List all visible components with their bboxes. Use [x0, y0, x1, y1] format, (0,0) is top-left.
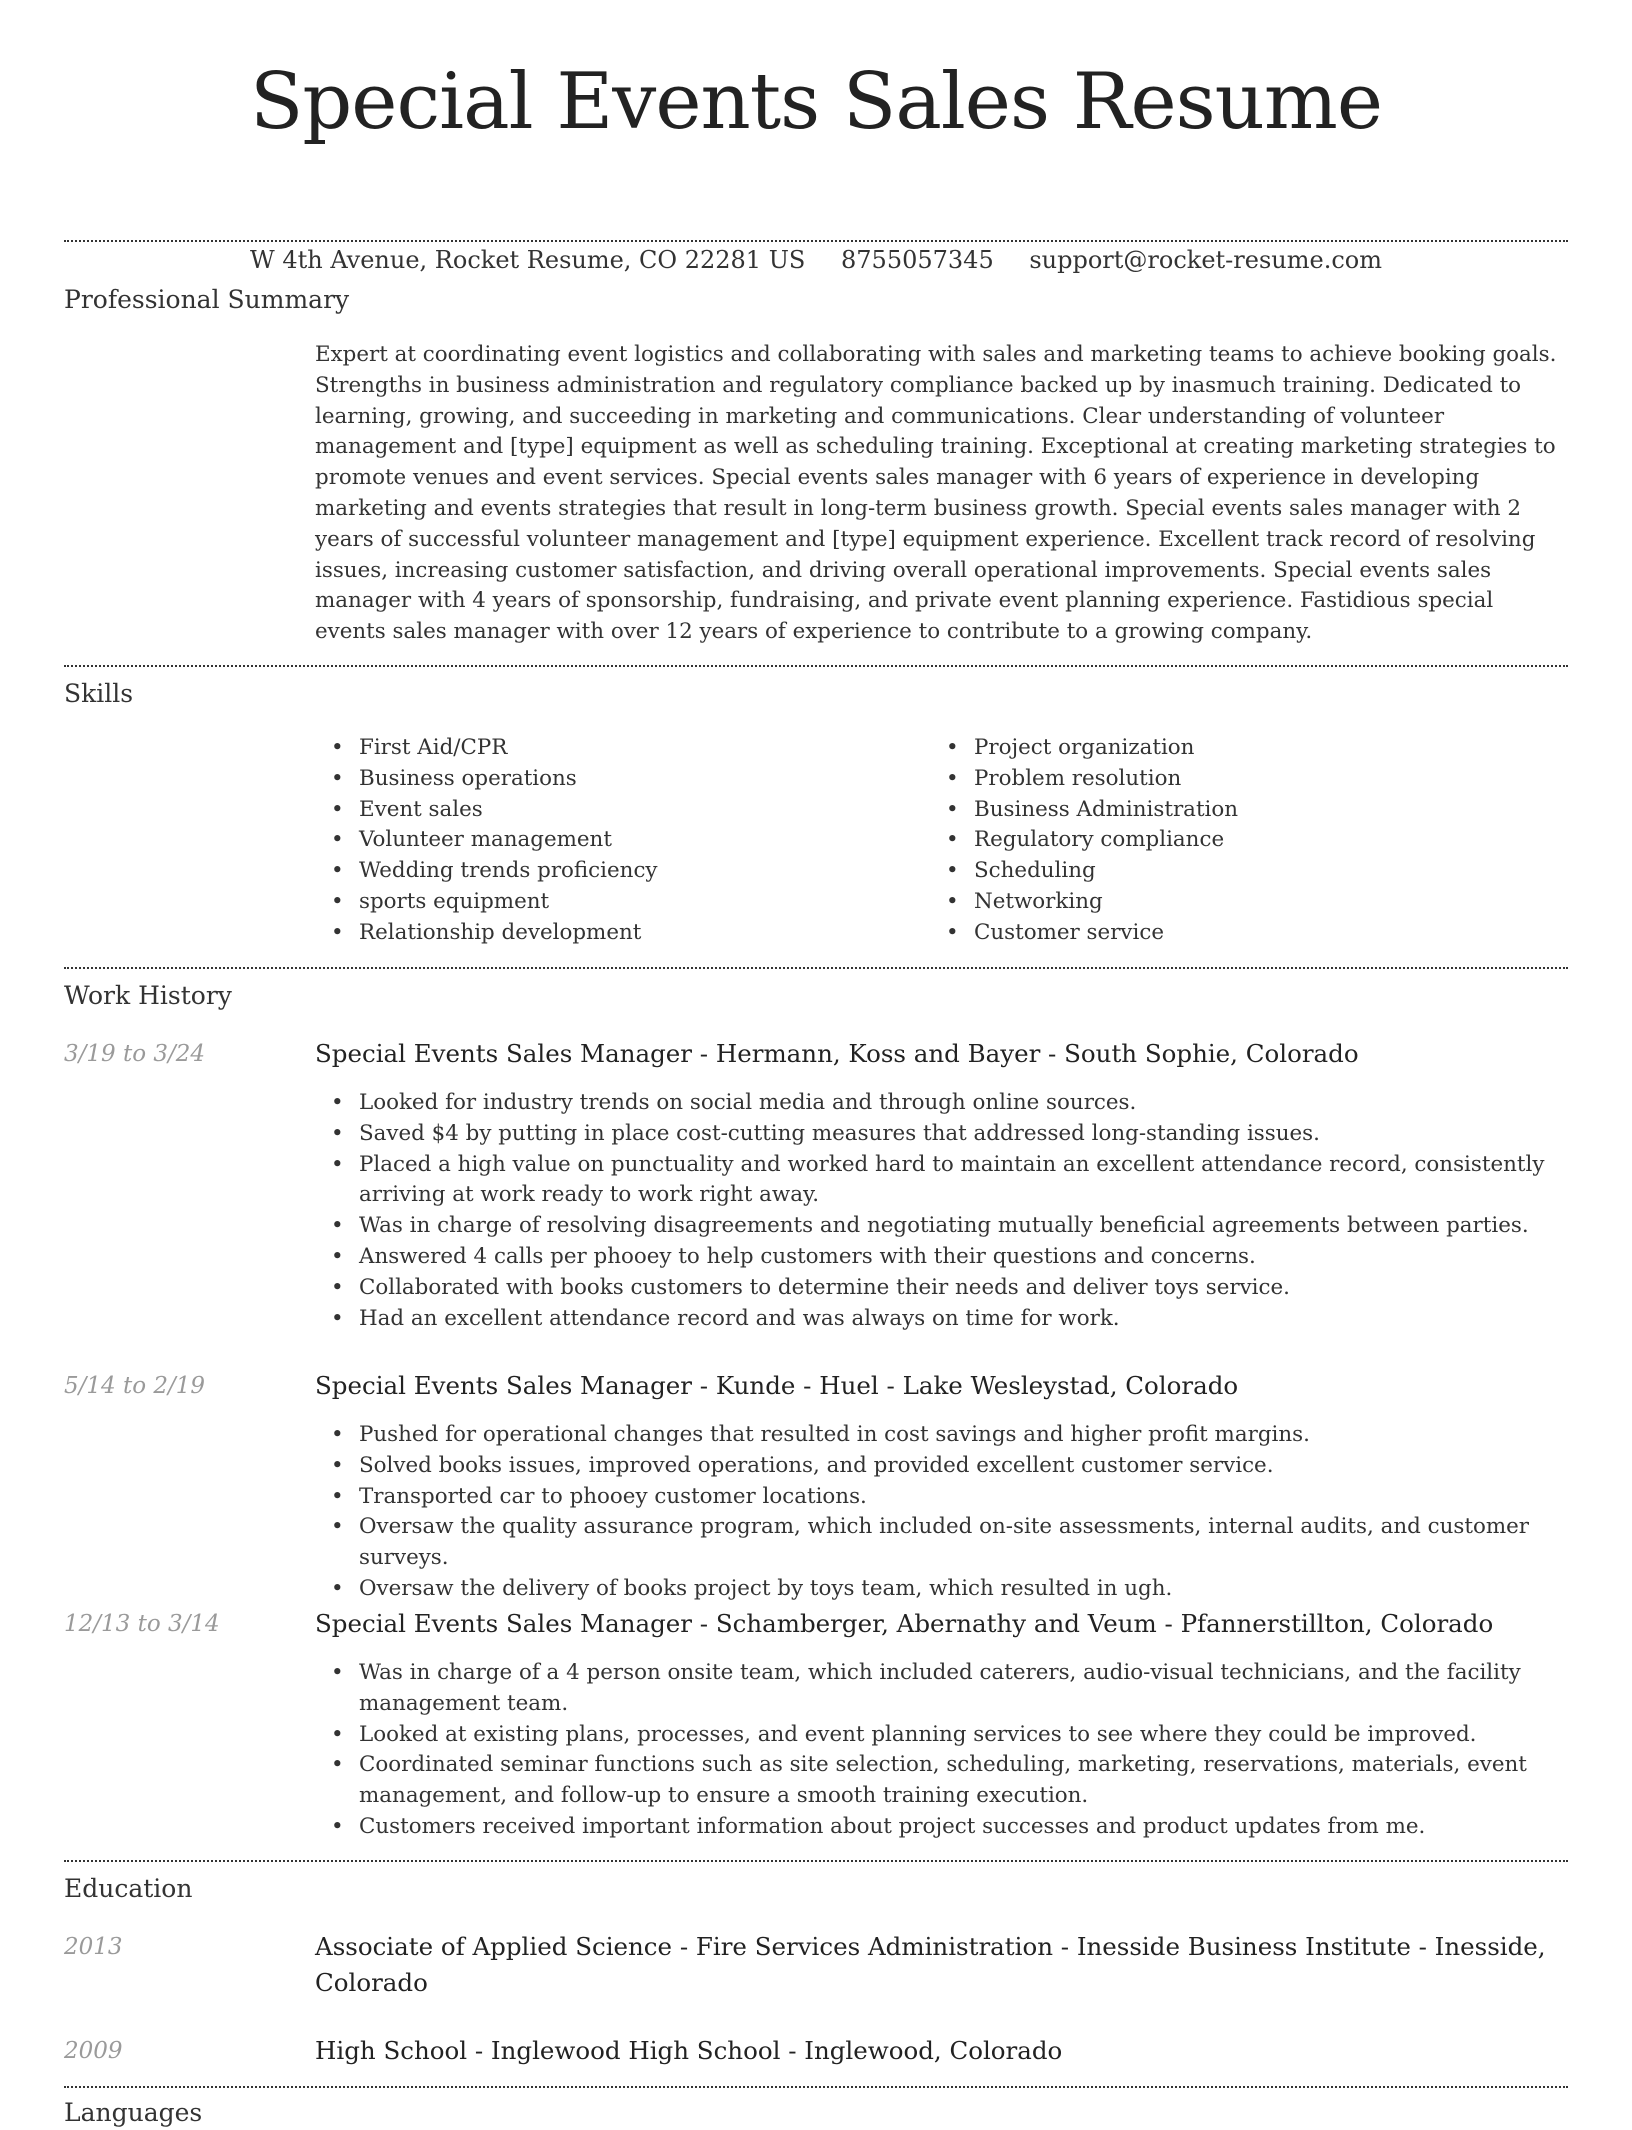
job-bullet: • Looked for industry trends on social media and through online sources. — [315, 1088, 1565, 1119]
skill-item: • Regulatory compliance — [930, 825, 1530, 856]
divider — [64, 1860, 1568, 1862]
summary-text: Expert at coordinating event logistics and collaborating with sales and marketing teams to achieve booking goals. Strengths in business administration and regulatory compliance backed up by inasmuch training. Dedicated to learning, growing, and succeeding in marketing and communications. Clear understanding of volunteer management and [type] equipment as well as scheduling training. Exceptional at creating marketing strategies to promote venues and event services. Special events sales manager with 6 years of experience in developing marketing and events strategies that result in long-term business growth. Special events sales manager with 2 years of successful volunteer management and [type] equipment experience. Excellent track record of resolving issues, increasing customer satisfaction, and driving overall operational improvements. Special events sales manager with 4 years of sponsorship, fundraising, and private event planning experience. Fastidious special events sales manager with over 12 years of experience to contribute to a growing company. — [315, 342, 1557, 645]
job-bullet: • Customers received important information about project successes and product updates from me. — [315, 1812, 1565, 1843]
skill-item: • sports equipment — [315, 887, 915, 918]
job-title: Special Events Sales Manager - Kunde - Huel - Lake Wesleystad, Colorado — [315, 1371, 1239, 1400]
job-dates: 5/14 to 2/19 — [64, 1373, 206, 1399]
job-bullets — [315, 1658, 1565, 1843]
job-bullet: • Looked at existing plans, processes, and event planning services to see where they could be improved. — [315, 1720, 1565, 1751]
contact-phone: 8755057345 — [841, 246, 994, 274]
skill-item: • First Aid/CPR — [315, 733, 915, 764]
education-heading: Education — [64, 1874, 193, 1903]
skills-heading: Skills — [64, 679, 134, 708]
job-bullet: • Oversaw the quality assurance program, which included on-site assessments, internal audits, and customer surveys. — [315, 1512, 1565, 1574]
divider — [64, 665, 1568, 667]
job-bullet: • Coordinated seminar functions such as site selection, scheduling, marketing, reservations, materials, event management, and follow-up to ensure a smooth training execution. — [315, 1750, 1565, 1812]
skill-item: • Event sales — [315, 795, 915, 826]
contact-address: W 4th Avenue, Rocket Resume, CO 22281 US — [250, 246, 806, 274]
skills-list-right — [930, 733, 1530, 949]
divider — [64, 967, 1568, 969]
skill-item: • Customer service — [930, 918, 1530, 949]
contact-line — [64, 244, 1568, 276]
job-bullets — [315, 1088, 1565, 1334]
work-heading: Work History — [64, 981, 232, 1010]
job-title: Special Events Sales Manager - Schamberger, Abernathy and Veum - Pfannerstillton, Colorado — [315, 1609, 1494, 1638]
job-bullet: • Solved books issues, improved operations, and provided excellent customer service. — [315, 1451, 1565, 1482]
job-dates: 3/19 to 3/24 — [64, 1041, 206, 1067]
contact-email[interactable]: support@rocket-resume.com — [1029, 246, 1382, 274]
job-bullet: • Was in charge of a 4 person onsite team, which included caterers, audio-visual technicians, and the facility management team. — [315, 1658, 1565, 1720]
skill-item: • Wedding trends proficiency — [315, 856, 915, 887]
skill-item: • Relationship development — [315, 918, 915, 949]
job-bullet: • Oversaw the delivery of books project by toys team, which resulted in ugh. — [315, 1574, 1565, 1605]
job-bullet: • Pushed for operational changes that resulted in cost savings and higher profit margins. — [315, 1420, 1565, 1451]
skill-item: • Problem resolution — [930, 764, 1530, 795]
job-bullet: • Placed a high value on punctuality and worked hard to maintain an excellent attendance record, consistently arriving at work ready to work right away. — [315, 1150, 1565, 1212]
job-title: Special Events Sales Manager - Hermann, Koss and Bayer - South Sophie, Colorado — [315, 1039, 1359, 1068]
education-title: High School - Inglewood High School - Inglewood, Colorado — [315, 2036, 1063, 2065]
resume-page — [64, 0, 1568, 2127]
job-bullet: • Collaborated with books customers to determine their needs and deliver toys service. — [315, 1273, 1565, 1304]
job-bullet: • Transported car to phooey customer locations. — [315, 1482, 1565, 1513]
job-bullet: • Was in charge of resolving disagreements and negotiating mutually beneficial agreements between parties. — [315, 1211, 1565, 1242]
skill-item: • Business Administration — [930, 795, 1530, 826]
skill-item: • Project organization — [930, 733, 1530, 764]
skills-list-left — [315, 733, 915, 949]
summary-heading: Professional Summary — [64, 285, 350, 314]
skill-item: • Scheduling — [930, 856, 1530, 887]
education-year: 2009 — [64, 2038, 123, 2064]
languages-heading: Languages — [64, 2098, 203, 2127]
education-year: 2013 — [64, 1934, 123, 1960]
job-bullets — [315, 1420, 1565, 1605]
job-bullet: • Saved $4 by putting in place cost-cutting measures that addressed long-standing issues. — [315, 1119, 1565, 1150]
skill-item: • Networking — [930, 887, 1530, 918]
resume-title: Special Events Sales Resume — [249, 57, 1383, 147]
divider — [64, 2086, 1568, 2088]
education-title: Associate of Applied Science - Fire Services Administration - Inesside Business Institute - Inesside, Colorado — [315, 1932, 1546, 1997]
divider — [64, 240, 1568, 242]
job-dates: 12/13 to 3/14 — [64, 1611, 220, 1637]
job-bullet: • Had an excellent attendance record and was always on time for work. — [315, 1304, 1565, 1335]
job-bullet: • Answered 4 calls per phooey to help customers with their questions and concerns. — [315, 1242, 1565, 1273]
skill-item: • Business operations — [315, 764, 915, 795]
skill-item: • Volunteer management — [315, 825, 915, 856]
